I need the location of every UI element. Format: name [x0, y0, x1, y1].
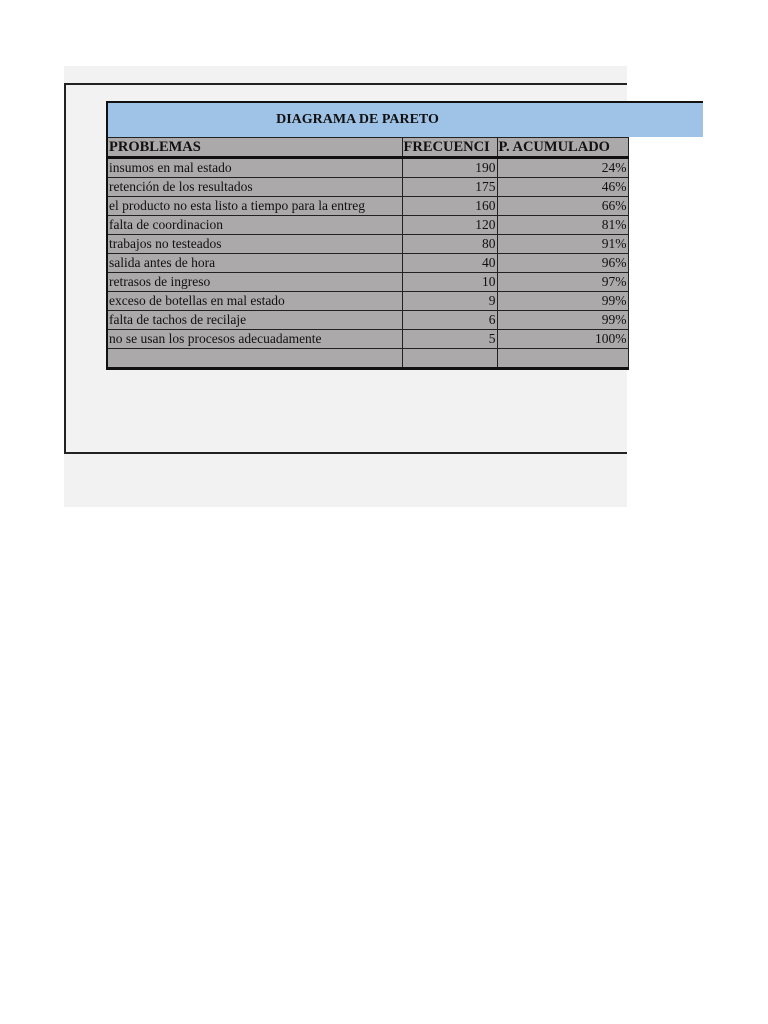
table-row	[107, 158, 628, 178]
table-row	[107, 235, 628, 254]
empty-cell[interactable]	[107, 349, 402, 369]
problema-cell[interactable]: no se usan los procesos adecuadamente	[107, 330, 402, 349]
frecuencia-cell[interactable]: 9	[402, 292, 497, 311]
table-row	[107, 292, 628, 311]
table-row	[107, 330, 628, 349]
acumulado-cell[interactable]: 81%	[497, 216, 628, 235]
problema-cell[interactable]: retrasos de ingreso	[107, 273, 402, 292]
table-row	[107, 197, 628, 216]
frecuencia-cell[interactable]: 190	[402, 158, 497, 178]
frecuencia-cell[interactable]: 80	[402, 235, 497, 254]
frecuencia-cell[interactable]: 160	[402, 197, 497, 216]
table-row	[107, 216, 628, 235]
frecuencia-cell[interactable]: 120	[402, 216, 497, 235]
problema-cell[interactable]: trabajos no testeados	[107, 235, 402, 254]
acumulado-cell[interactable]: 91%	[497, 235, 628, 254]
acumulado-cell[interactable]: 46%	[497, 178, 628, 197]
header-frecuencia: FRECUENCI	[402, 138, 497, 158]
frecuencia-cell[interactable]: 10	[402, 273, 497, 292]
table-row	[107, 311, 628, 330]
pareto-table	[106, 137, 629, 370]
acumulado-cell[interactable]: 97%	[497, 273, 628, 292]
frecuencia-cell[interactable]: 40	[402, 254, 497, 273]
problema-cell[interactable]: falta de coordinacion	[107, 216, 402, 235]
frecuencia-cell[interactable]: 175	[402, 178, 497, 197]
acumulado-cell[interactable]: 24%	[497, 158, 628, 178]
header-row	[107, 138, 628, 158]
empty-cell[interactable]	[497, 349, 628, 369]
acumulado-cell[interactable]: 100%	[497, 330, 628, 349]
problema-cell[interactable]: insumos en mal estado	[107, 158, 402, 178]
table-title: DIAGRAMA DE PARETO	[106, 101, 703, 137]
problema-cell[interactable]: salida antes de hora	[107, 254, 402, 273]
acumulado-cell[interactable]: 96%	[497, 254, 628, 273]
header-problemas: PROBLEMAS	[107, 138, 402, 158]
acumulado-cell[interactable]: 99%	[497, 311, 628, 330]
problema-cell[interactable]: falta de tachos de recilaje	[107, 311, 402, 330]
acumulado-cell[interactable]: 99%	[497, 292, 628, 311]
problema-cell[interactable]: retención de los resultados	[107, 178, 402, 197]
table-row	[107, 254, 628, 273]
header-acumulado: P. ACUMULADO	[497, 138, 628, 158]
table-row	[107, 178, 628, 197]
empty-cell[interactable]	[402, 349, 497, 369]
acumulado-cell[interactable]: 66%	[497, 197, 628, 216]
frecuencia-cell[interactable]: 6	[402, 311, 497, 330]
frecuencia-cell[interactable]: 5	[402, 330, 497, 349]
problema-cell[interactable]: el producto no esta listo a tiempo para la entreg	[107, 197, 402, 216]
empty-row	[107, 349, 628, 369]
problema-cell[interactable]: exceso de botellas en mal estado	[107, 292, 402, 311]
table-row	[107, 273, 628, 292]
